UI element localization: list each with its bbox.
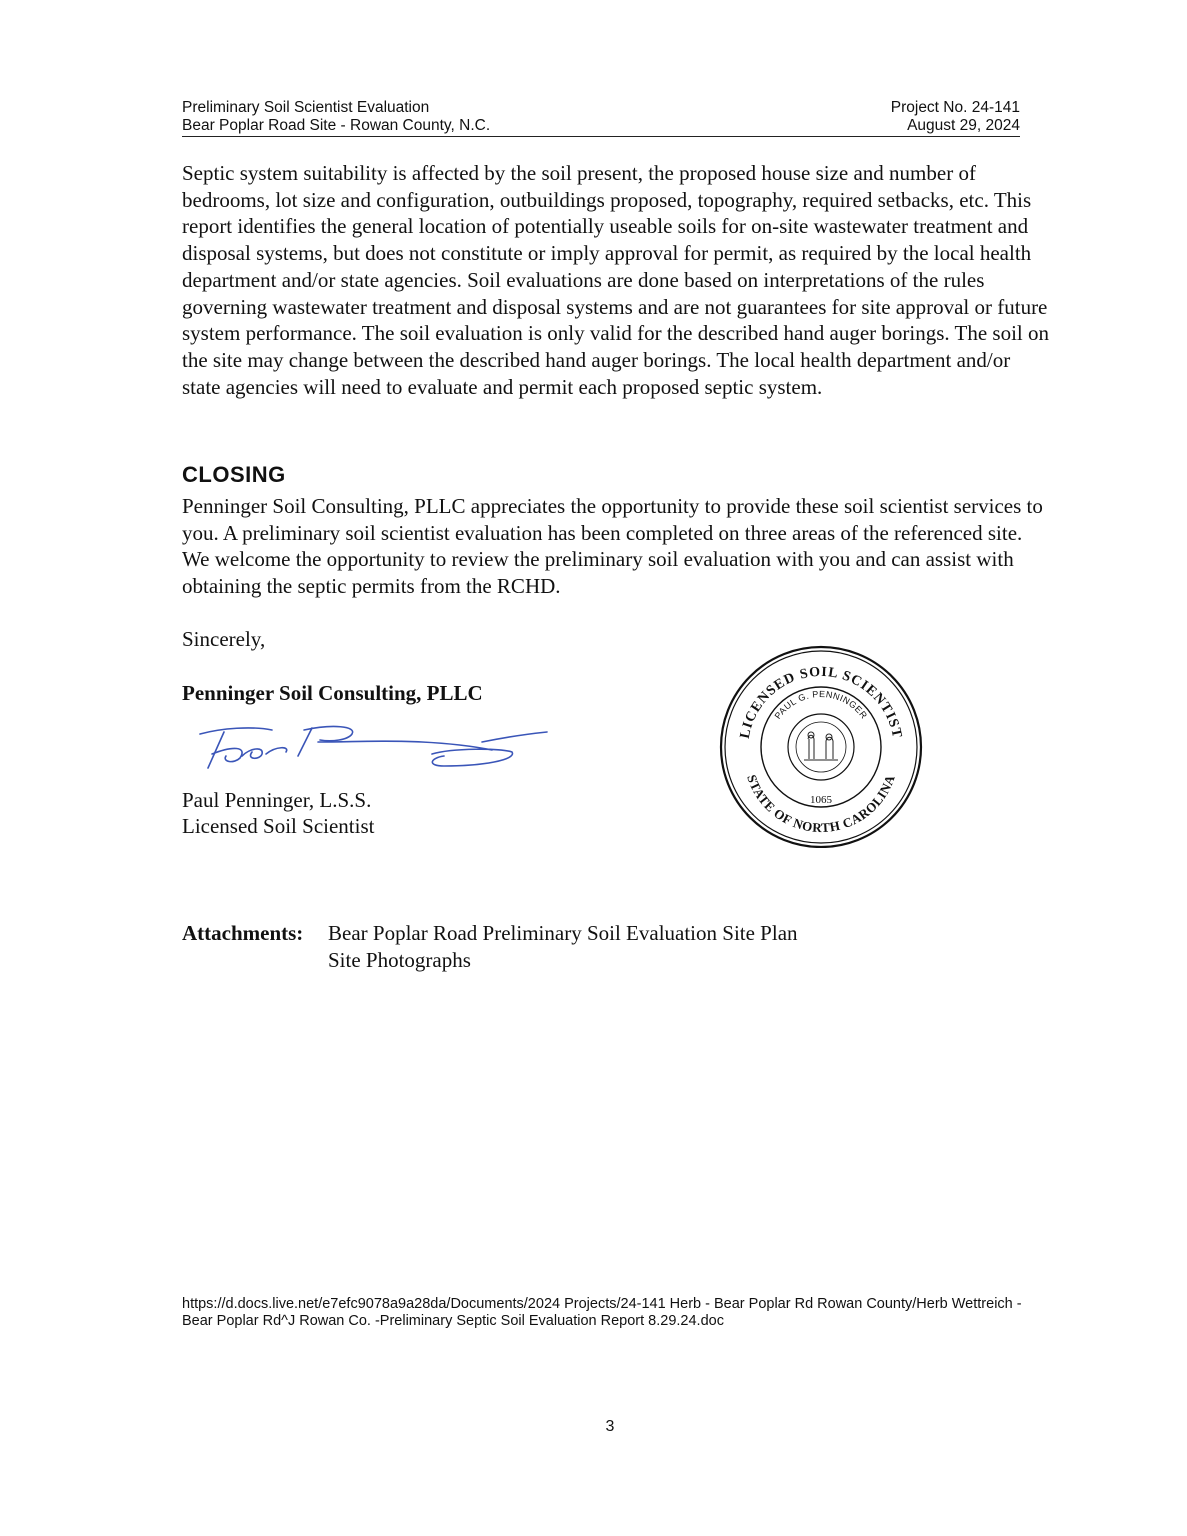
header-project-number: Project No. 24-141 [890,99,1020,116]
signer-name: Paul Penninger, L.S.S. [182,788,372,812]
state-emblem-icon [804,732,838,760]
septic-suitability-paragraph: Septic system suitability is affected by the soil present, the proposed house size and number of bedrooms, lot size and configuration, outbuildings proposed, topography, required setbacks, etc. This report identifies the general location of potentially useable soils for on-site wastewater treatment and disposal systems, but does not constitute or imply approval for permit, as required by the local health department and/or state agencies. Soil evaluations are done based on interpretations of the rules governing wastewater treatment and disposal systems and are not guarantees for site approval or future system performance. The soil evaluation is only valid for the described hand auger borings. The soil on the site may change between the described hand auger borings. The local health department and/or state agencies will need to evaluate and permit each proposed septic system. [182,161,1050,399]
seal-outer-bottom-text: STATE OF NORTH CAROLINA [744,772,898,836]
seal-inner-top-text: PAUL G. PENNINGER [772,688,870,721]
attachments-block [182,920,798,974]
page-number: 3 [605,1418,615,1435]
header-report-title: Preliminary Soil Scientist Evaluation [182,99,430,116]
file-path-line: Bear Poplar Rd^J Rowan Co. -Preliminary Septic Soil Evaluation Report 8.29.24.doc [182,1313,724,1329]
page-header [182,99,1020,137]
salutation: Sincerely, [182,627,266,651]
closing-paragraph: Penninger Soil Consulting, PLLC appreciates the opportunity to provide these soil scientist services to you. A preliminary soil scientist evaluation has been completed on three areas of the referenced site. We welcome the opportunity to review the preliminary soil evaluation with you and can assist with obtaining the septic permits from the RCHD. [182,494,1043,599]
handwritten-signature [182,712,552,782]
company-name: Penninger Soil Consulting, PLLC [182,681,483,705]
licensed-soil-scientist-seal [716,643,926,848]
svg-text:LICENSED SOIL SCIENTIST [738,665,905,740]
svg-text:PAUL G. PENNINGER [773,689,870,721]
file-path-line: https://d.docs.live.net/e7efc9078a9a28da/Documents/2024 Projects/24-141 Herb - Bear Poplar Rd Rowan County/Herb Wettreich - [182,1296,1022,1312]
header-date: August 29, 2024 [907,117,1020,134]
seal-license-number: 1065 [810,794,832,806]
header-site-name: Bear Poplar Road Site - Rowan County, N.C. [182,117,491,134]
closing-heading: CLOSING [182,462,286,487]
signer-title: Licensed Soil Scientist [182,814,375,838]
document-file-path [182,1296,1092,1330]
seal-outer-top-text: LICENSED SOIL SCIENTIST [737,664,905,740]
attachment-item: Bear Poplar Road Preliminary Soil Evaluation Site Plan [328,921,798,945]
attachments-label: Attachments: [182,921,304,945]
attachment-item: Site Photographs [328,948,471,972]
attachments-list [328,920,798,974]
